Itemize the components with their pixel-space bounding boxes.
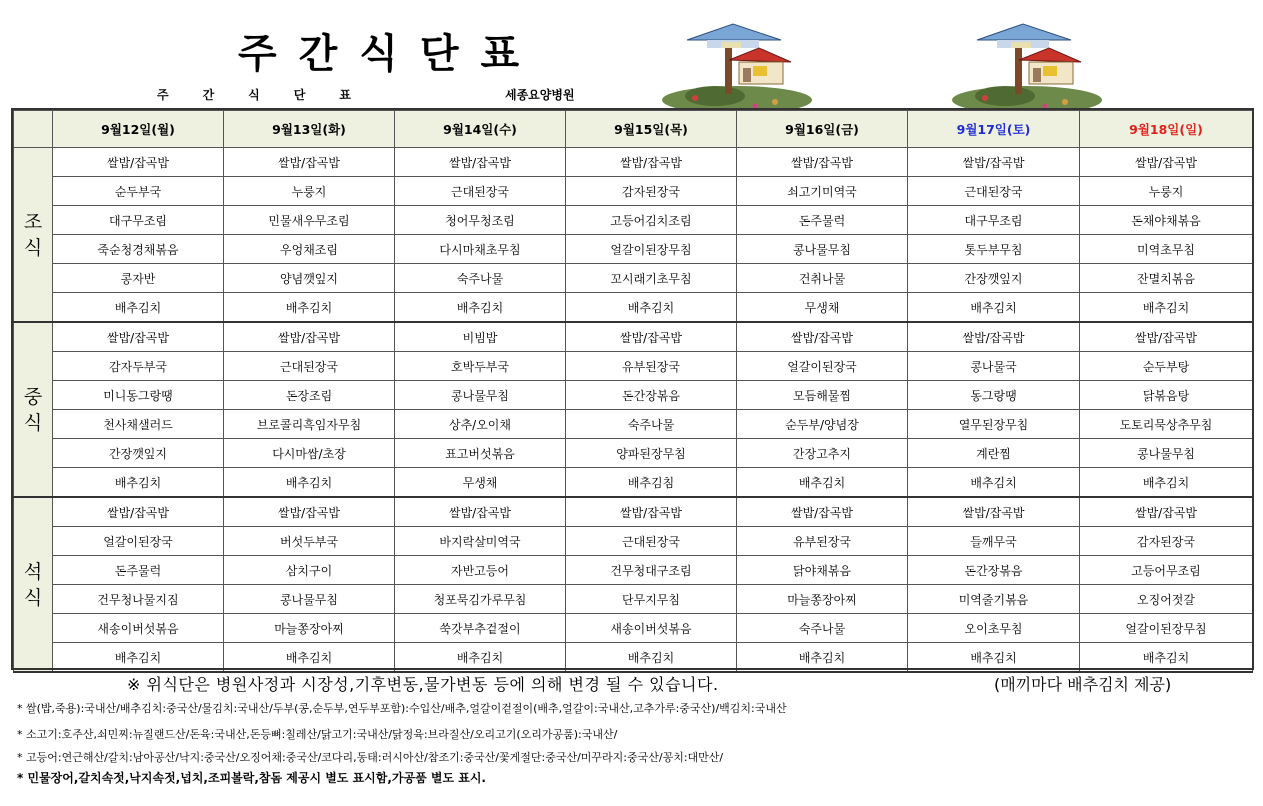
- dish-cell: 미니동그랑땡: [53, 381, 224, 410]
- weekly-menu-table: [13, 110, 1253, 673]
- dish-cell: 배추김치: [53, 468, 224, 498]
- dish-cell: 콩자반: [53, 264, 224, 293]
- dish-cell: 쌀밥/잡곡밥: [1080, 322, 1253, 352]
- dish-cell: 배추김치: [395, 643, 566, 673]
- dish-cell: 배추김치: [1080, 643, 1253, 673]
- dish-cell: 배추김치: [1080, 468, 1253, 498]
- dish-cell: 콩나물무침: [1080, 439, 1253, 468]
- table-row: [14, 177, 1253, 206]
- dish-cell: 콩나물무침: [224, 585, 395, 614]
- dish-cell: 근대된장국: [395, 177, 566, 206]
- dish-cell: 배추김치: [224, 468, 395, 498]
- table-row: [14, 585, 1253, 614]
- dish-cell: 쌀밥/잡곡밥: [737, 322, 908, 352]
- dish-cell: 누룽지: [1080, 177, 1253, 206]
- day-header: 9월15일(목): [566, 111, 737, 148]
- dish-cell: 배추김치: [566, 293, 737, 323]
- page-subtitle: 주간식단표: [157, 88, 385, 102]
- dish-cell: 감자된장국: [566, 177, 737, 206]
- dish-cell: 배추김치: [224, 643, 395, 673]
- house-icon: [945, 18, 1105, 118]
- table-row: [14, 235, 1253, 264]
- meal-label: 석 식: [14, 497, 53, 672]
- table-row: [14, 527, 1253, 556]
- dish-cell: 바지락살미역국: [395, 527, 566, 556]
- dish-cell: 열무된장무침: [908, 410, 1080, 439]
- dish-cell: 쌀밥/잡곡밥: [53, 497, 224, 527]
- dish-cell: 고등어김치조림: [566, 206, 737, 235]
- dish-cell: 무생채: [737, 293, 908, 323]
- house-icon: [655, 18, 815, 118]
- dish-cell: 브로콜리흑임자무침: [224, 410, 395, 439]
- dish-cell: 상추/오이채: [395, 410, 566, 439]
- table-row: [14, 468, 1253, 498]
- dish-cell: 배추김치: [53, 293, 224, 323]
- origin-line: * 고등어:연근해산/갈치:남아공산/낙지:중국산/오징어채:중국산/코다리,동태:러시아산/참조기:중국산/꽃게절단:중국산/미꾸라지:중국산/꽁치:대만산/: [17, 751, 724, 764]
- dish-cell: 배추김치: [1080, 293, 1253, 323]
- dish-cell: 꼬시래기초무침: [566, 264, 737, 293]
- origin-line: * 소고기:호주산,쇠민찌:뉴질랜드산/돈육:국내산,돈등뼈:칠레산/닭고기:국내산/닭정육:브라질산/오리고기(오리가공품):국내산/: [17, 728, 618, 741]
- dish-cell: 고등어무조림: [1080, 556, 1253, 585]
- dish-cell: 대구무조림: [53, 206, 224, 235]
- dish-cell: 닭야채볶음: [737, 556, 908, 585]
- dish-cell: 쌀밥/잡곡밥: [53, 322, 224, 352]
- dish-cell: 돈채야채볶음: [1080, 206, 1253, 235]
- header-row: [14, 111, 1253, 148]
- dish-cell: 배추김치: [908, 643, 1080, 673]
- dish-cell: 무생채: [395, 468, 566, 498]
- dish-cell: 잔멸치볶음: [1080, 264, 1253, 293]
- dish-cell: 새송이버섯볶음: [53, 614, 224, 643]
- day-header: 9월16일(금): [737, 111, 908, 148]
- dish-cell: 간장고추지: [737, 439, 908, 468]
- dish-cell: 쌀밥/잡곡밥: [224, 497, 395, 527]
- dish-cell: 돈주물럭: [53, 556, 224, 585]
- dish-cell: 쌀밥/잡곡밥: [224, 322, 395, 352]
- table-row: [14, 381, 1253, 410]
- dish-cell: 미역줄기볶음: [908, 585, 1080, 614]
- kimchi-notice: (매끼마다 배추김치 제공): [994, 675, 1172, 694]
- dish-cell: 쌀밥/잡곡밥: [737, 148, 908, 177]
- dish-cell: 자반고등어: [395, 556, 566, 585]
- dish-cell: 표고버섯볶음: [395, 439, 566, 468]
- day-header: 9월12일(월): [53, 111, 224, 148]
- dish-cell: 간장깻잎지: [908, 264, 1080, 293]
- dish-cell: 얼갈이된장국: [737, 352, 908, 381]
- dish-cell: 쌀밥/잡곡밥: [908, 497, 1080, 527]
- dish-cell: 누룽지: [224, 177, 395, 206]
- dish-cell: 쑥갓부추겉절이: [395, 614, 566, 643]
- dish-cell: 호박두부국: [395, 352, 566, 381]
- dish-cell: 양념깻잎지: [224, 264, 395, 293]
- day-header: 9월14일(수): [395, 111, 566, 148]
- dish-cell: 유부된장국: [737, 527, 908, 556]
- dish-cell: 계란찜: [908, 439, 1080, 468]
- dish-cell: 대구무조림: [908, 206, 1080, 235]
- dish-cell: 쌀밥/잡곡밥: [395, 497, 566, 527]
- dish-cell: 우엉채조림: [224, 235, 395, 264]
- table-row: [14, 497, 1253, 527]
- dish-cell: 배추김치: [737, 468, 908, 498]
- dish-cell: 쌀밥/잡곡밥: [566, 497, 737, 527]
- dish-cell: 유부된장국: [566, 352, 737, 381]
- dish-cell: 민물새우무조림: [224, 206, 395, 235]
- dish-cell: 간장깻잎지: [53, 439, 224, 468]
- dish-cell: 얼갈이된장국: [53, 527, 224, 556]
- origin-line: * 쌀(밥,죽용):국내산/배추김치:중국산/물김치:국내산/두부(콩,순두부,연두부포함):수입산/배추,얼갈이겉절이(배추,얼갈이:국내산,고추가루:중국산)/백김치:국내산: [17, 702, 787, 715]
- dish-cell: 순두부탕: [1080, 352, 1253, 381]
- dish-cell: 배추김치: [737, 643, 908, 673]
- dish-cell: 얼갈이된장무침: [1080, 614, 1253, 643]
- table-row: [14, 556, 1253, 585]
- dish-cell: 감자된장국: [1080, 527, 1253, 556]
- dish-cell: 톳두부무침: [908, 235, 1080, 264]
- dish-cell: 배추김치: [395, 293, 566, 323]
- dish-cell: 배추김치: [566, 643, 737, 673]
- dish-cell: 단무지무침: [566, 585, 737, 614]
- dish-cell: 쌀밥/잡곡밥: [566, 322, 737, 352]
- dish-cell: 돈주물럭: [737, 206, 908, 235]
- dish-cell: 건무청나물지짐: [53, 585, 224, 614]
- dish-cell: 숙주나물: [395, 264, 566, 293]
- dish-cell: 오징어젓갈: [1080, 585, 1253, 614]
- dish-cell: 숙주나물: [737, 614, 908, 643]
- dish-cell: 근대된장국: [908, 177, 1080, 206]
- dish-cell: 배추김치: [908, 293, 1080, 323]
- dish-cell: 배추김치: [908, 468, 1080, 498]
- table-row: [14, 206, 1253, 235]
- dish-cell: 콩나물국: [908, 352, 1080, 381]
- dish-cell: 쇠고기미역국: [737, 177, 908, 206]
- corner-cell: [14, 111, 53, 148]
- dish-cell: 새송이버섯볶음: [566, 614, 737, 643]
- dish-cell: 오이초무침: [908, 614, 1080, 643]
- dish-cell: 순두부국: [53, 177, 224, 206]
- dish-cell: 청포묵김가루무침: [395, 585, 566, 614]
- dish-cell: 근대된장국: [566, 527, 737, 556]
- dish-cell: 얼갈이된장무침: [566, 235, 737, 264]
- dish-cell: 다시마채초무침: [395, 235, 566, 264]
- table-row: [14, 643, 1253, 673]
- table-row: [14, 352, 1253, 381]
- dish-cell: 돈장조림: [224, 381, 395, 410]
- table-row: [14, 410, 1253, 439]
- table-row: [14, 439, 1253, 468]
- dish-cell: 배추김치: [224, 293, 395, 323]
- dish-cell: 배추김치: [53, 643, 224, 673]
- dish-cell: 돈간장볶음: [908, 556, 1080, 585]
- dish-cell: 건취나물: [737, 264, 908, 293]
- dish-cell: 버섯두부국: [224, 527, 395, 556]
- table-row: [14, 322, 1253, 352]
- dish-cell: 쌀밥/잡곡밥: [566, 148, 737, 177]
- meal-label: 조 식: [14, 148, 53, 323]
- dish-cell: 비빔밥: [395, 322, 566, 352]
- dish-cell: 도토리묵상추무침: [1080, 410, 1253, 439]
- meal-label: 중 식: [14, 322, 53, 497]
- dish-cell: 천사채샐러드: [53, 410, 224, 439]
- dish-cell: 동그랑땡: [908, 381, 1080, 410]
- dish-cell: 다시마쌈/초장: [224, 439, 395, 468]
- dish-cell: 근대된장국: [224, 352, 395, 381]
- table-row: [14, 148, 1253, 177]
- day-header: 9월13일(화): [224, 111, 395, 148]
- page-title: 주간식단표: [238, 31, 542, 77]
- dish-cell: 닭볶음탕: [1080, 381, 1253, 410]
- dish-cell: 청어무청조림: [395, 206, 566, 235]
- dish-cell: 쌀밥/잡곡밥: [53, 148, 224, 177]
- dish-cell: 숙주나물: [566, 410, 737, 439]
- dish-cell: 콩나물무침: [395, 381, 566, 410]
- dish-cell: 모듬해물찜: [737, 381, 908, 410]
- table-row: [14, 293, 1253, 323]
- dish-cell: 미역초무침: [1080, 235, 1253, 264]
- day-header: 9월17일(토): [908, 111, 1080, 148]
- dish-cell: 죽순청경채볶음: [53, 235, 224, 264]
- dish-cell: 건무청대구조림: [566, 556, 737, 585]
- dish-cell: 순두부/양념장: [737, 410, 908, 439]
- dish-cell: 감자두부국: [53, 352, 224, 381]
- dish-cell: 쌀밥/잡곡밥: [737, 497, 908, 527]
- hospital-name: 세종요양병원: [505, 88, 575, 102]
- day-header: 9월18일(일): [1080, 111, 1253, 148]
- dish-cell: 쌀밥/잡곡밥: [908, 148, 1080, 177]
- dish-cell: 마늘쫑장아찌: [224, 614, 395, 643]
- dish-cell: 마늘쫑장아찌: [737, 585, 908, 614]
- final-note: * 민물장어,갈치속젓,낙지속젓,넙치,조피볼락,참돔 제공시 별도 표시함,가공품 별도 표시.: [17, 771, 486, 785]
- dish-cell: 쌀밥/잡곡밥: [1080, 148, 1253, 177]
- table-row: [14, 614, 1253, 643]
- dish-cell: 배추김침: [566, 468, 737, 498]
- dish-cell: 쌀밥/잡곡밥: [224, 148, 395, 177]
- change-notice: ※ 위식단은 병원사정과 시장성,기후변동,물가변동 등에 의해 변경 될 수 있습니다.: [127, 675, 719, 694]
- dish-cell: 삼치구이: [224, 556, 395, 585]
- dish-cell: 쌀밥/잡곡밥: [908, 322, 1080, 352]
- dish-cell: 들깨무국: [908, 527, 1080, 556]
- dish-cell: 양파된장무침: [566, 439, 737, 468]
- dish-cell: 콩나물무침: [737, 235, 908, 264]
- table-row: [14, 264, 1253, 293]
- dish-cell: 쌀밥/잡곡밥: [395, 148, 566, 177]
- dish-cell: 쌀밥/잡곡밥: [1080, 497, 1253, 527]
- dish-cell: 돈간장볶음: [566, 381, 737, 410]
